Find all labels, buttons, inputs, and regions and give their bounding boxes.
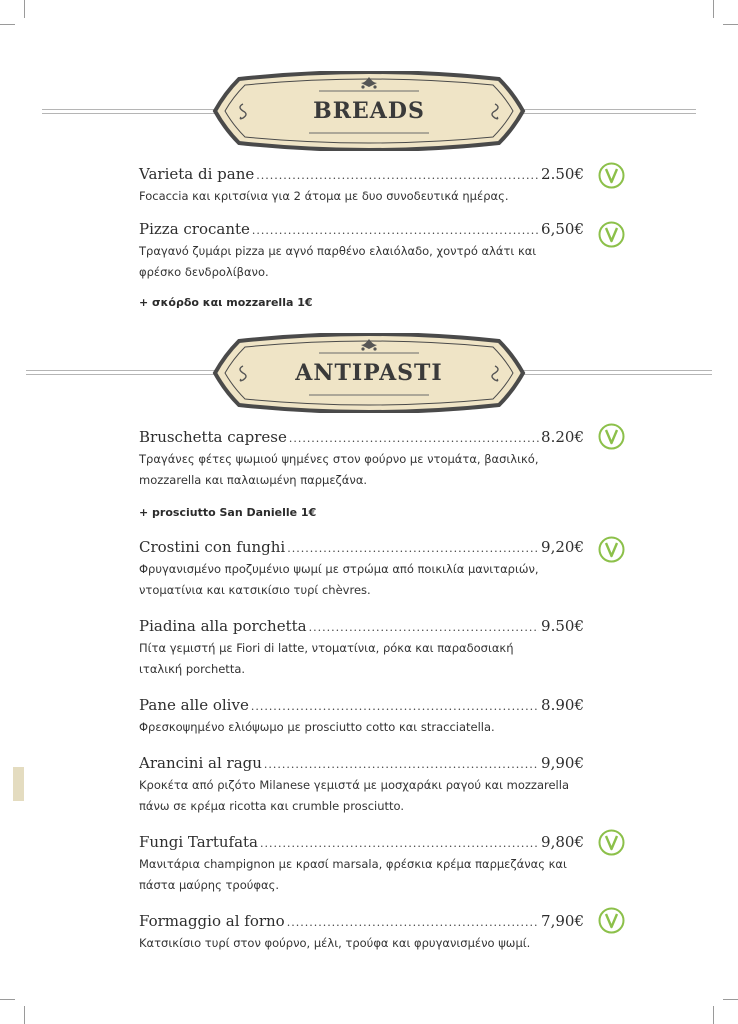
item-price: 8.90€ xyxy=(541,696,584,714)
item-description: Φρυγανισμένο προζυμένιο ψωμί με στρώμα από ποικιλία μανιταριών, ντοματίνια και κατσικίσιο τυρί chèvres. xyxy=(139,562,539,597)
menu-item xyxy=(139,912,584,954)
dot-leader xyxy=(256,169,539,182)
item-description: Μανιτάρια champignon με κρασί marsala, φρέσκια κρέμα παρμεζάνας και πάστα μαύρης τρούφας. xyxy=(139,857,567,892)
menu-item xyxy=(139,220,584,283)
vegetarian-v-icon xyxy=(598,423,625,450)
item-name: Crostini con funghi xyxy=(139,538,286,556)
item-description: Κροκέτα από ριζότο Milanese γεμιστά με μοσχαράκι ραγού και mozzarella πάνω σε κρέμα ricotta και crumble prosciutto. xyxy=(139,778,569,813)
dot-leader xyxy=(289,432,539,445)
dot-leader xyxy=(309,621,539,634)
dot-leader xyxy=(287,542,539,555)
dot-leader xyxy=(251,700,539,713)
crop-mark xyxy=(24,0,25,18)
item-extra: + σκόρδο και mozzarella 1€ xyxy=(139,296,313,309)
crop-mark xyxy=(713,1006,714,1024)
menu-item xyxy=(139,428,584,491)
vegetarian-v-icon xyxy=(598,907,625,934)
section-header-antipasti xyxy=(0,333,738,413)
crop-mark xyxy=(0,24,15,25)
menu-item xyxy=(139,754,584,817)
vegetarian-v-icon xyxy=(598,162,625,189)
menu-item xyxy=(139,165,584,207)
item-description: Φρεσκοψημένο ελιόψωμο με prosciutto cotto και stracciatella. xyxy=(139,720,495,734)
item-price: 7,90€ xyxy=(541,912,584,930)
item-name: Bruschetta caprese xyxy=(139,428,287,446)
dot-leader xyxy=(252,224,539,237)
item-price: 9,90€ xyxy=(541,754,584,772)
item-name: Formaggio al forno xyxy=(139,912,285,930)
item-extra: + prosciutto San Danielle 1€ xyxy=(139,506,317,519)
dot-leader xyxy=(287,916,539,929)
menu-item xyxy=(139,617,584,680)
item-description: Τραγάνες φέτες ψωμιού ψημένες στον φούρνο με ντομάτα, βασιλικό, mozzarella και παλαιωμένη παρμεζάνα. xyxy=(139,452,539,487)
item-name: Pizza crocante xyxy=(139,220,250,238)
item-description: Πίτα γεμιστή με Fiori di latte, ντοματίνια, ρόκα και παραδοσιακή ιταλική porchetta. xyxy=(139,641,514,676)
vegetarian-v-icon xyxy=(598,221,625,248)
item-price: 2.50€ xyxy=(541,165,584,183)
side-tab xyxy=(13,767,24,801)
crop-mark xyxy=(713,0,714,18)
item-name: Fungi Tartufata xyxy=(139,833,259,851)
crop-mark xyxy=(723,999,738,1000)
crop-mark xyxy=(723,24,738,25)
menu-item xyxy=(139,538,584,601)
dot-leader xyxy=(260,837,539,850)
crop-mark xyxy=(0,999,15,1000)
item-price: 9.50€ xyxy=(541,617,584,635)
item-price: 9,80€ xyxy=(541,833,584,851)
item-price: 9,20€ xyxy=(541,538,584,556)
item-name: Pane alle olive xyxy=(139,696,249,714)
item-name: Arancini al ragu xyxy=(139,754,262,772)
item-name: Piadina alla porchetta xyxy=(139,617,307,635)
item-description: Focaccia και κριτσίνια για 2 άτομα με δυο συνοδευτικά ημέρας. xyxy=(139,189,509,203)
section-header-breads xyxy=(0,71,738,151)
item-price: 8.20€ xyxy=(541,428,584,446)
section-title: BREADS xyxy=(313,98,425,124)
vegetarian-v-icon xyxy=(598,536,625,563)
dot-leader xyxy=(264,758,539,771)
section-title: ANTIPASTI xyxy=(295,360,443,386)
item-description: Τραγανό ζυμάρι pizza με αγνό παρθένο ελαιόλαδο, χοντρό αλάτι και φρέσκο δενδρολίβανο. xyxy=(139,244,537,279)
item-description: Κατσικίσιο τυρί στον φούρνο, μέλι, τρούφα και φρυγανισμένο ψωμί. xyxy=(139,936,531,950)
menu-item xyxy=(139,833,584,896)
vegetarian-v-icon xyxy=(598,829,625,856)
menu-item xyxy=(139,696,584,738)
crop-mark xyxy=(24,1006,25,1024)
item-price: 6,50€ xyxy=(541,220,584,238)
item-name: Varieta di pane xyxy=(139,165,255,183)
